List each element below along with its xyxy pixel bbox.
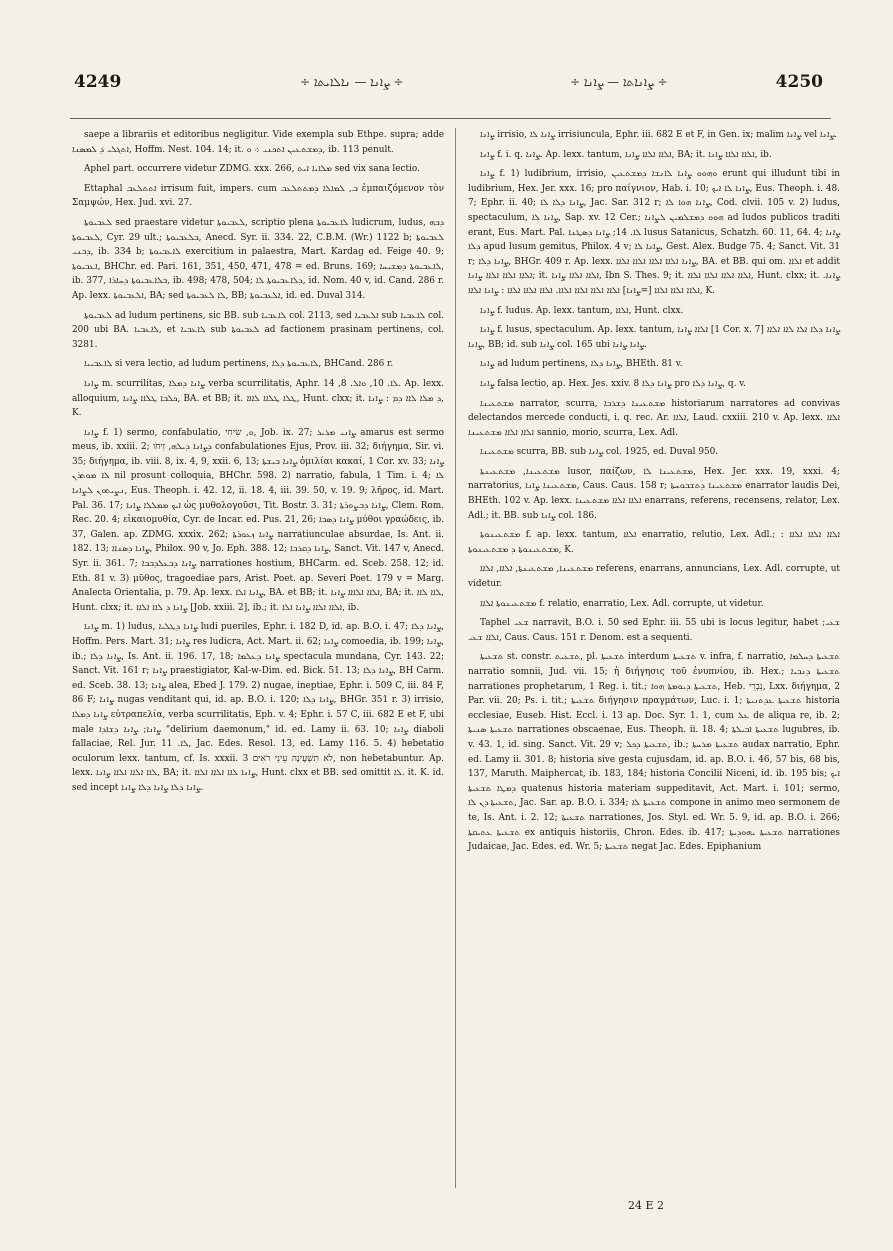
page-header [0,72,893,102]
dictionary-entry: ܨܐܢܐ f. i. q. ܨܐܢܐ. Ap. lexx. tantum, ܐܠܐܐ ܐܠܐܐ ܨܐܢܐ, BA; it. ܐܠܐܐ ܐܠܐܐ ܨܐܢܐ, ib. [480,149,772,160]
dictionary-entry: ܨܐܢܐ m. 1) ludus, ܨܐܢܐ ܕܛܠܝܐ ludi pueriles, Ephr. i. 182 D, id. ap. B.O. i. 47; ܨܐܢܐ ܕܠܐ, Hoffm. Pers. Mart. 31; ܨܐܢܐ res ludicra, Act. Mart. ii. 62; ܨܐܢܐ comoedia, ib. 199; ܨܐܢܐ, ib.; ܨܐܢܐ ܕܠܐ, Is. Ant. ii. 196. 17, 18; ܨܐܢܐ ܕܥܠܡܐ spectacula mundana, Cyr. 143. 22; Sanct. Vit. 161 r; ܨܐܢܐ praestigiator, Kal-w-Dim. ed. Bick. 51. 13; ܨܐܢܐ ܕܠܐ, BH Carm. ed. Sceb. 38. 13; ܨܐܢܐ alea, Ebed J. 179. 2) nugae, ineptiae, Ephr. i. 509 C, iii. 84 F, 86 F; ܨܐܢܐ nugas venditant qui, id. ap. B.O. i. 120; ܨܐܢܐ ܕܠܐ, BHGr. 351 r. 3) irrisio, ܨܐܢܐ ܕܡܠܐ εὐτραπελία, verba scurrilitatis, Eph. v. 4; Ephr. i. 57 C, iii. 682 E et F, ubi male ܨܐܢܐ; ܨܐܢܐ ܕܫܐܕܐ "delirium daemonum," id. ed. Lamy ii. 63. 10; ܨܐܢܐ diaboli fallaciae, Rel. Jur. ܠܐ. 11, Jac. Edes. Resol. 13, ed. Lamy 116. 5. 4) hebetatio oculorum lexx. tantum, cf. Is. xxxii. 3 לֹא תִשְׁעֶינָה עֵינֵי רֹאִים, non hebetabuntur. Ap. lexx. ܠܐܐ ܐܠܐܐ ܐܠܐܐ ܨܐܢܐ, BA; it. ܨܐܢܐ ܠܐܐ ܐܠܐܐ ܐܠܐܐ, Hunt. clxx et BB. sed omittit ܠܐ. it. K. id. sed incept ܨܐܢܐ ܕܠܐ ܨܐܢܐ ܕܠܐ ܨܐܢܐ. [72,622,444,793]
left-column [72,128,444,801]
dictionary-entry: ܡܫܬܥܝܢܐ, ܡܫܬܥܝܢܬܐ, ܐܠܐܐ, ܐܠܐܐ referens, enarrans, annuncians, Lex. Adl. corrupte, ut videtur. [468,564,841,590]
column-divider [455,128,456,1188]
dictionary-entry: saepe a librariis et editoribus negligitur. Vide exempla sub Ethpe. supra; adde ܐܬܓܠܝ ܕ݁ ܠܡܣܢܐ, Hoffm. Nest. 104. 14; it. ܕܡܫܬܥܝܢ ܐܬܟܢܝ ܀ ܘ, ib. 113 penult. [72,130,444,155]
page-number-left: 4249 [74,72,122,92]
dictionary-entry: ܠܥܒܝܘܬܐ ad ludum pertinens, sic BB. sub ܠܐܥܒܝܐ col. 2113, sed ܐܠܥܒܝܐ sub ܠܐܥܒܝܐ col. 200 ubi BA. ܠܐܥܒܝܐ, et ܠܐܥܒܝܐ sub ܠܥܒܝܘܬܐ ad factionem prasinam pertinens, col. 3281. [72,310,444,350]
dictionary-entry: ܠܥܒܝܘܬܐ sed praestare videtur ܠܥܒܝܘܬܐ, scriptio plena ܠܐܥܒܝܘܬܐ ludicrum, ludus, ܕܒܗ ܠܥܒܝܘܬܐ, Cyr. 29 ult.; ܒܠܥܒܝܘܬܐ, Anecd. Syr. ii. 334. 22, C.B.M. (Wr.) 1122 b; ܠܥܒܝܘܬܐ ܕܒܢܝ, ib. 334 b; ܠܐܥܒܝܘܬܐ exercitium in palaestra, Mart. Kardag ed. Feige 40. 9; ܐܥܒܝܘܬܐ, BHChr. ed. Pari. 161, 351, 450, 471, 478 = ed. Bruns. 169; ܠܐܥܒܝܘܬܐ ܕܡܫܝܚܐ, ib. 377, ܒܠܐܥܒܝܘܬܐ ܕܚܐܪܐ, ib. 498; 478, 504; ܕܠܐܥܒܝܘܬܐ ܠܐ, id. Nom. 40 v, id. Cand. 286 r. Ap. lexx. ܐܠܥܒܝܘܬܐ, BA; sed ܠܐ ܠܥܒܝܘܬܐ, BB; ܐܠܥܒܝܘܬܐ, id. ed. Duval 314. [72,217,445,301]
running-head-right: ÷ ܨܐܢܐܬܐ — ܨܐܢܐ ÷ [570,75,668,89]
page-number-right: 4250 [775,72,823,92]
dictionary-entry: ܡܫܬܥܝܢܐ, ܡܫܬܥܝܢܬܐ lusor, παίζων, ܡܫܬܥܝܢܐ ܠܐ, Hex. Jer. xxx. 19, xxxi. 4; narratorius, ܡܫܬܥܝܢܐ ܨܐܢܐ, Caus. Caus. 158 r; ܡܫܬܥܝܢܐ ܕܬܫܒܘܚܬܐ enarrator laudis Dei, BHEth. 102 v. Ap. lexx. ܐܠܐܐ ܐܠܐܐ ܡܫܬܥܝܢܐ enarrans, referens, recensens, relator, Lex. Adl.; it. BB. sub ܨܐܢܐ col. 186. [468,466,841,521]
dictionary-entry: ܡܫܬܥܝܢܘܬܐ ܐܠܐܐ f. relatio, enarratio, Lex. Adl. corrupte, ut videtur. [480,598,764,609]
right-column [468,128,840,860]
header-rule [70,118,831,119]
dictionary-entry: ܡܫܬܥܝܢܘܬܐ f. ap. lexx. tantum, ܐܠܐܐ enarratio, relutio, Lex. Adl.; ܐܠܐܐ ܐܠܐܐ ܐܠܐܐ : ܡܫܬܥܝܢܘܬܐ ܕ ܡܫܬܥܝܢܘܬܐ, K. [468,530,841,555]
dictionary-entry: ܨܐܢܐ f. lusus, spectaculum. Ap. lexx. tantum, ܐܠܐܐ ܨܐܢܐ [1 Cor. x. 7] ܨܐܢܐ ܕܠܐ ܐܠܐ ܠܐܐ ܐܠܐܐ ܨܐܢܐ, BB; id. sub ܨܐܢܐ col. 165 ubi ܨܐܢܐ ܨܐܢܐ. [468,325,840,350]
dictionary-entry: ܨܐܢܐ f. 1) sermo, confabulatio, ܘ, שִׂיחִי, Job. ix. 27; ܨܐܢܝ ܡܪܝܪ amarus est sermo meus, ib. xxiii. 2; ܕܨܐܢܐ ܕܝܠܗ, זִיחֹו confabulationes Ejus, Prov. iii. 32; διήγημα, Sir. vi. 35; διήγημα, ib. viii. 8, ix. 4, 9, xxii. 6, 13; ܨܐܢܐ ܒܝܫܬܐ ὁμιλίαι κακαί, 1 Cor. xv. 33; ܨܐܢܐ ܠܐ ܡܘܬܪܢ nil prosunt colloquia, BHChr. 598. 2) narratio, fabula, 1 Tim. i. 4; ܠܐ ܢܨܝܬܘܢ ܠܨܐܢܐ, Eus. Theoph. i. 42. 12, ii. 18. 4, iii. 39. 50, v. 19. 9; λῆρος, id. Mart. Pal. 36. 17; ܐܝܟ ܡܡܠܠܐ ܨܐܢܐ ὡς μυθολογοῦσι, Tit. Bostr. 3. 31; ܨܐܢܐ ܕܒܨܘܪܬܐ, Clem. Rom. Rec. 20. 4; εἰκαιομυθία, Cyr. de Incar. ed. Pus. 21, 26; ܨܐܢܐ ܕܣܒܐ μύθοι γραώδεις, ib. 37, Galen. ap. ZDMG. xxxix. 262; ܨܐܢܐ ܙܥܘܪܬܐ narratiunculae absurdae, Is. Ant. ii. 182. 13; ܨܐܢܐ ܕܣܢܐܐ, Philox. 90 v, Jo. Eph. 388. 12; ܨܐܢܐ ܕܩܪܒܐ, Sanct. Vit. 147 v, Anecd. Syr. ii. 361. 7; ܨܐܢܐ ܕܒܥܠܕܒܒܐ narrationes hostium, BHCarm. ed. Sceb. 258. 12; id. Eth. 81 v. 3) μῦθος, tragoediae pars, Arist. Poet. ap. Severi Poet. 179 v = Marg. Analecta Orientalia, p. 79. Ap. lexx. ܨܐܢܐ ܐܠܐ, BA. et BB; it. ܐܠܐܐ ܐܠܐܐܐ ܨܐܢܐ, BA; it. ܠܐܐ ܠܐܐ, Hunt. clxx; it. ܨܐܢܐ ܕ ܠܐܐ ܐܠܐܐ [Job. xxiii. 2], ib.; it. ܐܠܐܐ ܐܠܐܐ ܨܐܢܐ ܐܠܐ, ib. [72,427,445,613]
running-head-left: ÷ ܨܐܢܐ — ܢܐܠܐܝܬܐ ÷ [300,75,404,89]
dictionary-entry: ܠܐܥܒܝܝܐ si vera lectio, ad ludum pertinens, ܠܐܥܒܝܘܬܐ ܕܠܐ, BHCand. 286 r. [84,359,394,370]
dictionary-entry: ܨܐܢܐ falsa lectio, ap. Hex. Jes. xxiv. 8 ܨܐܢܐ ܕܠܐ pro ܨܐܢܐ ܕܠܐ, q. v. [480,378,746,389]
dictionary-entry: ܨܐܢܐ ad ludum pertinens, ܨܐܢܐ ܕܠܐ, BHEth. 81 v. [480,359,683,370]
dictionary-entry: Aphel part. occurrere videtur ZDMG. xxx. 266, ܡܠܐܝܐ ܐܝܬ sed vix sana lectio. [84,164,420,175]
dictionary-entry: ܡܫܬܥܝܢܐ scurra, BB. sub ܨܐܢܐ col. 1925, ed. Duval 950. [480,447,719,458]
dictionary-entry: Taphel ܫܥܝ narravit, B.O. i. 50 sed Ephr. iii. 55 ubi is locus legitur, habet ܫܥܝ; ܐܠܐܐ ܫܥܝ, Caus. Caus. 151 r. Denom. est a sequenti. [468,618,840,643]
signature-mark: 24 E 2 [628,1199,665,1212]
dictionary-entry: Ettaphal ܐܬܬܠܥܒ irrisum fuit, impers. cum ܒ, ܠܡܐܠܐ ܕܡܬܬܠܥܒ ἐμπαιζόμενον τὸν Σαμψών, Hex. Jud. xvi. 27. [72,183,444,209]
dictionary-entry: ܬܫܥܝܬܐ st. constr. ܬܫܥܝܬ, pl. ܬܫܥܝܬܐ interdum ܬܫܥܝܬܐ v. infra, f. narratio, ܬܫܥܝܬܐ ܕܚܠܡܐ narratio somnii, Jud. vii. 15; ἡ διήγησις τοῦ ἐνυπνίου, ib. Hex.; ܬܫܥܝܬܐ ܕܢܒܝܐ narrationes prophetarum, 1 Reg. i. tit.; ܬܫܥܝܬܐ ܕܝܘܡܬܐ ܗܘܐ, Heb. נִבְרֵי, Lxx. διήγημα, 2 Par. vii. 20; Ps. i. tit.; ܬܫܥܝܬܐ διήγησιν πραγμάτων, Luc. i. 1; ܬܫܥܝܬܐ ܥܕܬܢܝܬܐ historia ecclesiae, Euseb. Hist. Eccl. i. 13 ap. Doc. Syr. 1. 1, cum ܥܠ de aliqua re, ib. 2; ܬܫܥܝܬܐ ܣܢܝܬܐ narrationes obscaenae, Eus. Theoph. ii. 18. 4; ܬܫܥܝܬܐ ܐܒܝܠܬܐ lugubres, ib. v. 43. 1, id. sing. Sanct. Vit. 29 v; ܬܫܥܝܬܐ ܕܟܠ, ib.; ܬܫܥܝܬܐ ܡܪܚܬܐ audax narratio, Ephr. ed. Lamy ii. 301. 8; historia sive gesta cujusdam, id. ap. B.O. i. 46, 57 bis, 68 bis, 137, Maruth. Maiphercat, ib. 183, 184; historia Concilii Niceni, id. ib. 195 bis; ܐܝܟ ܕܡܛܐ ܬܫܥܝܬܐ quatenus historia materiam suppeditavit, Act. Mart. i. 101; sermo, ܬܫܥܝܬܐ ܕܢ ܠܐ, Jac. Sar. ap. B.O. i. 334; ܬܫܥܝܬܐ ܠܐ compone in animo meo sermonem de te, Is. Ant. i. 2. 12; ܬܫܥܝܬܐ narrationes, Jos. Styl. ed. Wr. 5. 9, id. ap. B.O. i. 266; ܬܫܥܝܬܐ ܥܬܝܩܬܐ ex antiquis historiis, Chron. Edes. ib. 417; ܬܫܥܝܬܐ ܝܗܘܕܝܬܐ narrationes Judaicae, Jac. Edes. ed. Wr. 5; ܬܫܥܝܬܐ negat Jac. Edes. Epiphanium [468,652,841,853]
dictionary-entry: ܨܐܢܐ m. scurrilitas, ܨܐܢܐ ܕܡܠܐ verba scurrilitatis, Aphr. ܠܐ. 10, ܘܐܠ. 8, 14. Ap. lexx. alloquium, ܟܠܒܐ ܛܠܐܐ ܨܐܢܐ, BA. et BB; it. ܛܠܐ ܛܠܐܐ ܠܐܐܐ, Hunt. clxx; it. ܕ ܡܠܐ ܠܐܐ ܕܡ : ܨܐܢܐ, K. [72,378,444,419]
dictionary-entry: ܨܐܢܐ f. 1) ludibrium, irrisio, ܘܗܘܘ ܨܐܢܐ ܠܐܢܫܐ ܕܡܫܬܥܝܢ erunt qui illudunt tibi in ludibrium, Hex. Jer. xxx. 16; pro παίγνιον, Hab. i. 10; ܨܐܢܐ ܠܐ ܐܝܟ, Eus. Theoph. i. 48. 7; Ephr. ii. 40; ܨܐܢܐ ܕܠܐ ܠܐ, Jac. Sar. 312 r; ܨܐܢܐ ܗܘܐ ܠܐ, Cod. clvii. 105 v. 2) ludus, spectaculum, ܨܐܢܐ ܠܐ, Sap. xv. 12 Cer.; ܗܘܘ ܕܡܫܠܡܝܢ ܠܨܐܢܐ ad ludos publicos traditi erant, Eus. Mart. Pal. ܠܐ. 14; ܨܐܢܐ ܕܣܛܢܐ lusus Satanicus, Schatzh. 60. 11, 64. 4; ܨܐܢܐ ܕܠܐ apud lusum gemitus, Philox. 4 v; ܨܐܢܐ ܠܐ, Gest. Alex. Budge 75. 4; Sanct. Vit. 31 r; ܨܐܢܐ ܕܠܐ, BHGr. 409 r. Ap. lexx. ܨܐܢܐ ܐܠܐܐ ܐܠܐܐ ܐܠܐܐ ܐܠܐܐ, BA. et BB. qui om. ܐܠܐܐ et addit ܐܠܐܐ ܐܠܐܐ ܐܠܐܐ ܨܐܢܐ; it. ܐܠܐܐ ܐܠܐܐ ܨܐܢܐ, Ibn S. Thes. 9; it. ܐܠܐܐ ܐܠܐܐ ܐܠܐܐ ܐܠܐܐ, Hunt. clxx; it. ܨܐܢܐ. ܐܠܐܐ ܐܠܐܐ ܐܠܐܐ [=ܨܐܢܐ] ܐܠܐܐ ܐܠܐܐ ܐܠܐܐ ܐܠܐܐ. ܐܠܐܐ ܐܠܐܐ ܐܠܐܐ : ܨܐܢܐ ܐܠܐܐ, K. [468,169,841,296]
dictionary-entry: ܡܫܬܥܝܢܐ narrator, scurra, ܡܫܬܥܝܢܐ ܕܫܪܒܐ historiarum narratores ad convivas delectandos mercede conducti, i. q. rec. Ar. ܐܠܐܐ, Laud. cxxiii. 210 v. Ap. lexx. ܐܠܐܐ ܐܠܐܐ ܐܠܐܐ ܡܫܬܥܝܢܐ sannio, morio, scurra, Lex. Adl. [468,398,840,438]
dictionary-entry: ܨܐܢܐ irrisio, ܨܐܢܐ ܠܐ irrisiuncula, Ephr. iii. 682 E et F, in Gen. ix; malim ܨܐܢܐ vel ܨܐܢܐ. [480,130,838,140]
dictionary-entry: ܨܐܢܐ f. ludus. Ap. lexx. tantum, ܐܠܐܐ, Hunt. clxx. [480,305,684,316]
